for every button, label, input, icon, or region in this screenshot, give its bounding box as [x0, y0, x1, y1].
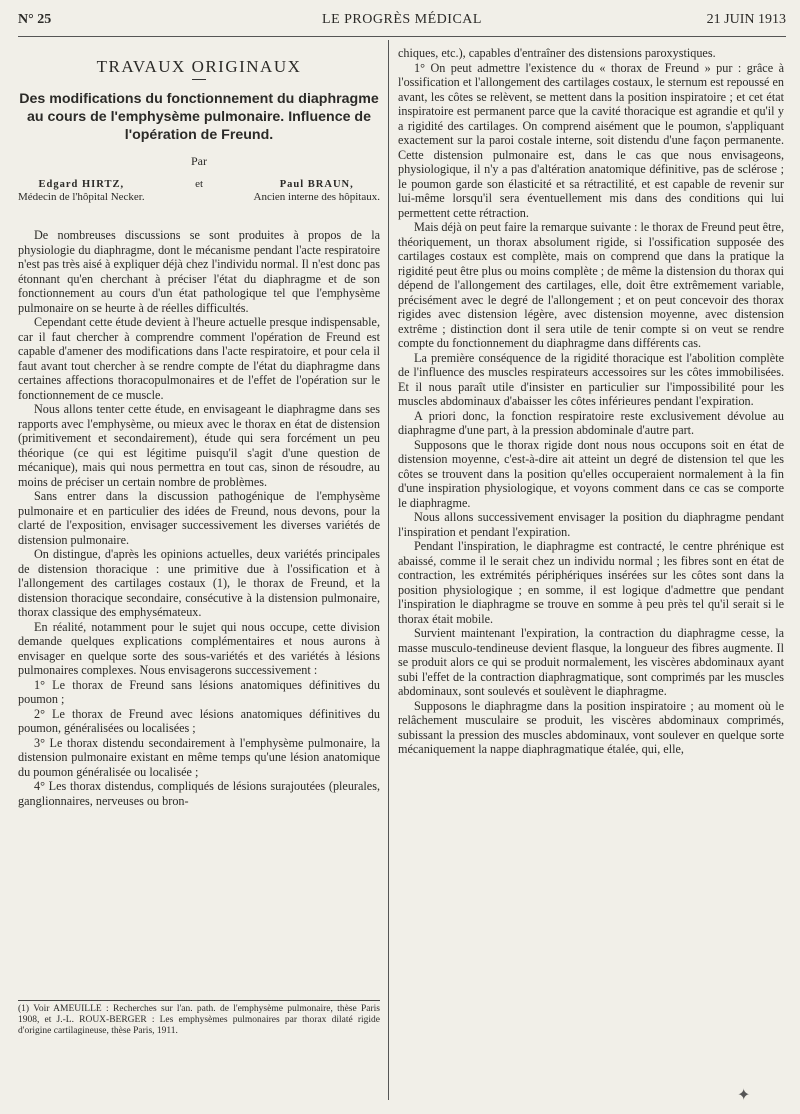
list-item: 2° Le thorax de Freund avec lésions anatomiques définitives du poumon, généralisées ou localisées ; — [18, 706, 380, 735]
author-conjunction: et — [195, 178, 204, 190]
author-hirtz — [18, 178, 145, 204]
paragraph: En réalité, notamment pour le sujet qui nous occupe, cette division demande quelques explications complémentaires et nous aurons à envisager en quelque sorte des sous-variétés et des variétés à lésions pulmonaires complexes. Nous envisagerons successivement : — [18, 619, 380, 677]
paragraph: La première conséquence de la rigidité thoracique est l'abolition complète de l'influence des muscles respirateurs accessoires sur les côtes immobilisées. Et il nous paraît utile d'insister en particulier sur l'impossibilité pour les muscles abdominaux d'abaisser les côtes inférieures pendant l'expiration. — [398, 350, 784, 408]
author-role: Ancien interne des hôpitaux. — [253, 191, 380, 203]
paragraph: Supposons que le thorax rigide dont nous nous occupons soit en état de distension moyenne, c'est-à-dire ait atteint un degré de distension tel que les côtes se trouvent dans la position qu'elles occuperaient normalement à la fin d'une inspiration physiologique, et voyons comment dans ce cas se comporte le diaphragme. — [398, 437, 784, 510]
paragraph: Nous allons tenter cette étude, en envisageant le diaphragme dans ses rapports avec l'emphysème, ou mieux avec le thorax en état de distension (primitivement et secondairement), étude qui sera forcément un peu théorique (ce qui est légitime puisqu'il s'agit d'une question de mécanique), mais qui nous permettra en tout cas, sinon de résoudre, au moins de préciser un certain nombre de problèmes. — [18, 402, 380, 489]
section-title: TRAVAUX ORIGINAUX — [96, 57, 302, 76]
left-column — [18, 46, 380, 808]
column-divider — [388, 40, 389, 1100]
list-item: 3° Le thorax distendu secondairement à l'emphysème pulmonaire, la distension pulmonaire existant en même temps qu'une lésion anatomique du poumon généralisée ou localisée ; — [18, 735, 380, 779]
author-braun — [254, 178, 380, 204]
ornament-icon: ✦ — [737, 1085, 751, 1104]
paragraph: Nous allons successivement envisager la position du diaphragme pendant l'inspiration et pendant l'expiration. — [398, 510, 784, 539]
footnotes — [18, 1000, 380, 1037]
list-item: 1° Le thorax de Freund sans lésions anatomiques définitives du poumon ; — [18, 677, 380, 706]
list-item: 4° Les thorax distendus, compliqués de lésions surajoutées (pleurales, ganglionnaires, nerveuses ou bron- — [18, 779, 380, 808]
issue-date: 21 JUIN 1913 — [706, 12, 786, 27]
authors — [18, 178, 380, 204]
paragraph: 1° On peut admettre l'existence du « thorax de Freund » pur : grâce à l'ossification et l'allongement des cartilages costaux, le sternum est repoussé en avant, les côtes se relèvent, se mettent dans la position inspiratoire ; et cet état inspiratoire est permanent parce que la cavité thoracique est agrandie et qu'il y a rigidité des cartilages. On comprend aisément que le poumon, s'appliquant exactement sur la paroi costale interne, soit distendu d'une façon permanente. Cette distension pulmonaire est, dans le cas que nous envisageons, physiologique, il n'y a pas d'altération anatomique définitive, pas de sclérose ; le poumon garde son élasticité et sa rétractilité, et est capable de revenir sur lui-même lorsqu'il sera éventuellement mis dans des conditions qui lui permettent cette rétraction. — [398, 60, 784, 220]
right-column — [398, 46, 784, 757]
author-name: Edgard HIRTZ, — [38, 179, 125, 190]
author-role: Médecin de l'hôpital Necker. — [18, 191, 145, 203]
page-header — [18, 8, 786, 32]
journal-name: LE PROGRÈS MÉDICAL — [322, 12, 482, 27]
paragraph: Mais déjà on peut faire la remarque suivante : le thorax de Freund peut être, théoriquement, un thorax absolument rigide, si l'ossification supposée des cartilages costaux est complète, mais on comprend que dans la pratique la rigidité peut être plus ou moins complète ; de même la distension du thorax qui dépend de l'allongement des cartilages, elle, doit être extrêmement variable, précisément avec le degré de l'allongement ; et on peut concevoir des thorax rigides avec distension légère, avec distension moyenne, avec distension extrême ; distinction dont il sera utile de tenir compte si on veut se rendre compte du fonctionnement du diaphragme dans différents cas. — [398, 220, 784, 350]
paragraph: A priori donc, la fonction respiratoire reste exclusivement dévolue au diaphragme d'une part, à la pression abdominale d'autre part. — [398, 408, 784, 437]
paragraph: Pendant l'inspiration, le diaphragme est contracté, le centre phrénique est abaissé, comme il le serait chez un individu normal ; les fibres sont en état de contraction, les extrémités périphériques insérées sur les côtes sont dans la position physiologique ; en somme, il est logique d'admettre que pendant l'inspiration le diaphragme se trouve en somme à peu près tel qu'il serait si le thorax était mobile. — [398, 539, 784, 626]
paragraph: Sans entrer dans la discussion pathogénique de l'emphysème pulmonaire et en particulier des idées de Freund, nous devons, pour la clarté de l'exposition, envisager successivement les diverses variétés de distension pulmonaire. — [18, 489, 380, 547]
paragraph: Supposons le diaphragme dans la position inspiratoire ; au moment où le relâchement musculaire se produit, les viscères abdominaux comprimés, subissant la pression des muscles abdominaux, vont soulever en quelque sorte mécaniquement la nappe diaphragmatique étalée, qui, elle, — [398, 698, 784, 756]
issue-number: N° 25 — [18, 12, 52, 27]
title-dash — [192, 79, 206, 80]
paragraph: chiques, etc.), capables d'entraîner des distensions paroxystiques. — [398, 46, 716, 60]
byline-par: Par — [191, 153, 207, 168]
author-name: Paul BRAUN, — [279, 179, 354, 190]
paragraph: De nombreuses discussions se sont produites à propos de la physiologie du diaphragme, dont le mécanisme pendant l'acte respiratoire n'est pas très aisé à expliquer déjà chez l'individu normal. Il n'est donc pas étonnant qu'en cherchant à préciser l'état du diaphragme et de son fonctionnement au cours d'un état pathologique tel que l'emphysème pulmonaire on se heurte à de réelles difficultés. — [18, 228, 380, 315]
paragraph: On distingue, d'après les opinions actuelles, deux variétés principales de distension thoracique : une primitive due à l'ossification et à l'allongement des cartilages costaux (1), le thorax de Freund, et la distension thoracique secondaire, consécutive à la distension pulmonaire, thorax classique des emphysémateux. — [18, 547, 380, 619]
paragraph: Survient maintenant l'expiration, la contraction du diaphragme cesse, la masse musculo-tendineuse devient flasque, la longueur des fibres augmente. Il se produit alors ce qui se produit normalement, les viscères abdominaux ayant subi l'effet de la contraction diaphragmatique, sont comprimés par les muscles abdominaux, sont soulevés et soulèvent le diaphragme. — [398, 626, 784, 698]
header-rule — [18, 36, 786, 37]
footnote: (1) Voir AMEUILLE : Recherches sur l'an. path. de l'emphysème pulmonaire, thèse Paris 1908, et J.-L. ROUX-BERGER : Les emphysèmes pulmonaires par thorax dilaté rigide d'origine cartilagineuse, thèse Paris, 1911. — [18, 1004, 380, 1036]
paragraph: Cependant cette étude devient à l'heure actuelle presque indispensable, car il faut chercher à comprendre comment l'opération de Freund est capable d'amener des modifications dans l'acte respiratoire, et pour cela il faut avant tout chercher à se rendre compte de l'état du diaphragme dans certaines affections thoracopulmonaires et de l'effet de l'opération sur le fonctionnement de ce muscle. — [18, 315, 380, 402]
article-title: Des modifications du fonctionnement du diaphragme au cours de l'emphysème pulmonaire. Influence de l'opération de Freund. — [19, 90, 379, 143]
